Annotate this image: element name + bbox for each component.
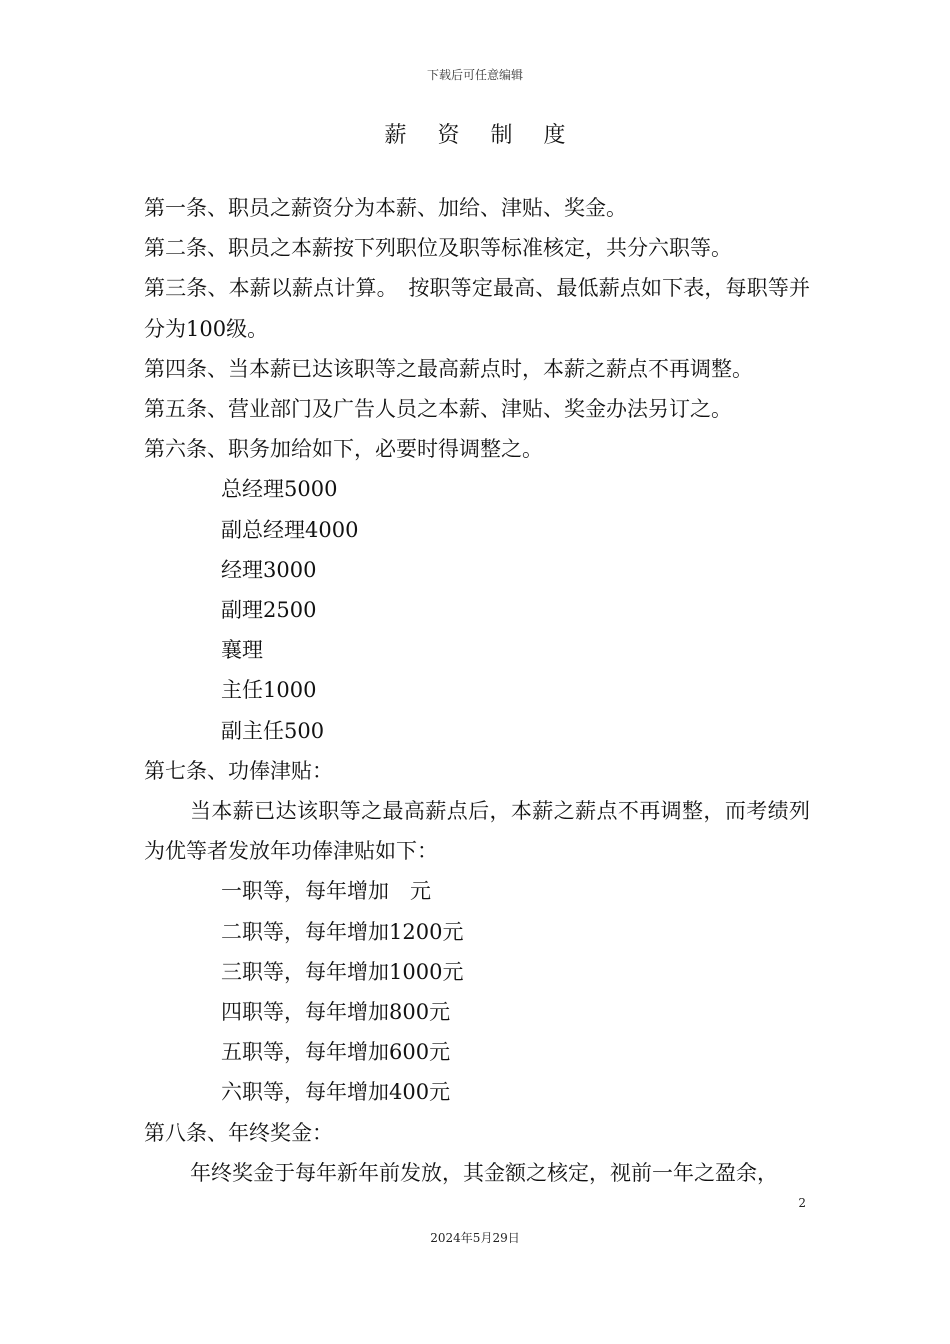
- document-title: 薪 资 制 度: [384, 123, 578, 148]
- page-number: 2: [798, 1196, 806, 1210]
- list-item: 三职等，每年增加1000元: [221, 959, 464, 984]
- article-2: 第二条、职员之本薪按下列职位及职等标准核定，共分六职等。: [144, 236, 732, 261]
- article-8-heading: 第八条、年终奖金：: [144, 1120, 333, 1145]
- list-item: 二职等，每年增加1200元: [221, 919, 464, 944]
- article-6: 第六条、职务加给如下，必要时得调整之。: [144, 437, 543, 462]
- list-item: 四职等，每年增加800元: [221, 1000, 451, 1025]
- list-item: 副总经理4000: [221, 517, 359, 542]
- list-item: 一职等，每年增加 元: [221, 879, 431, 904]
- list-item: 六职等，每年增加400元: [221, 1080, 451, 1105]
- article-1: 第一条、职员之薪资分为本薪、加给、津贴、奖金。: [144, 196, 627, 220]
- list-item: 副主任500: [221, 718, 325, 743]
- list-item: 总经理5000: [221, 477, 338, 502]
- list-item: 副理2500: [221, 598, 317, 623]
- document-body: [144, 188, 810, 1193]
- list-item: 主任1000: [221, 678, 317, 703]
- article-8-text: 年终奖金于每年新年前发放，其金额之核定，视前一年之盈余，: [190, 1160, 778, 1185]
- list-item: 经理3000: [221, 557, 317, 582]
- list-item: 五职等，每年增加600元: [221, 1040, 451, 1065]
- header-note: 下载后可任意编辑: [426, 68, 523, 82]
- list-item: 襄理: [221, 638, 263, 663]
- article-7-heading: 第七条、功俸津贴：: [144, 758, 333, 783]
- article-7-text: 当本薪已达该职等之最高薪点后，本薪之薪点不再调整，而考绩列为优等者发放年功俸津贴如下：: [144, 799, 810, 864]
- footer-date: 2024年5月29日: [430, 1231, 520, 1245]
- article-4: 第四条、当本薪已达该职等之最高薪点时，本薪之薪点不再调整。: [144, 356, 753, 381]
- article-5: 第五条、营业部门及广告人员之本薪、津贴、奖金办法另订之。: [144, 397, 732, 422]
- article-3: 第三条、本薪以薪点计算。 按职等定最高、最低薪点如下表，每职等并分为100级。: [144, 276, 810, 341]
- allowance-list: [144, 469, 810, 750]
- seniority-list: [144, 871, 810, 1112]
